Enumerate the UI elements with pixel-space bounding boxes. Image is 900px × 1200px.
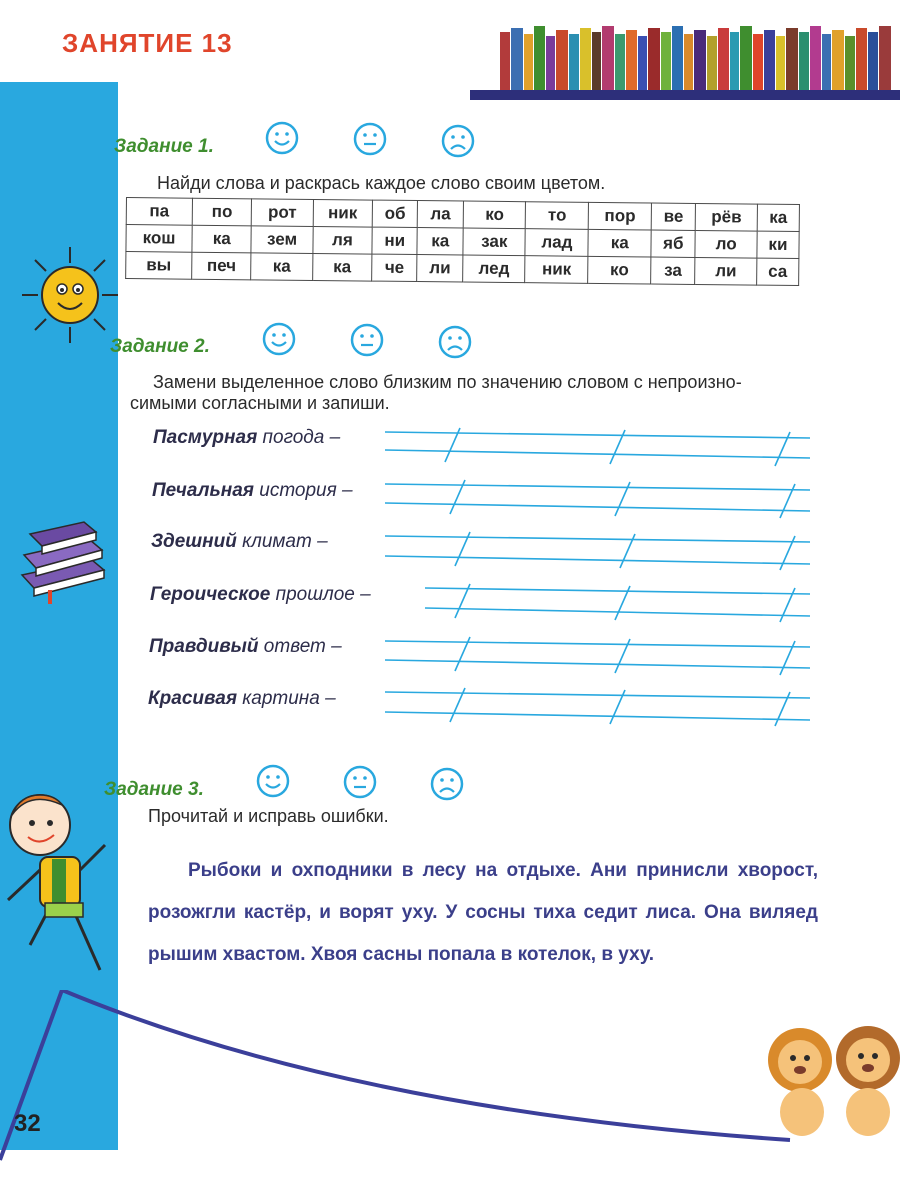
books-illustration: [12, 520, 112, 610]
syllable-cell[interactable]: ка: [417, 228, 463, 255]
task3-title: Задание 3.: [104, 779, 204, 800]
syllable-cell[interactable]: ка: [312, 253, 372, 281]
happy-face-icon[interactable]: [256, 764, 290, 798]
syllable-cell[interactable]: вы: [126, 252, 192, 280]
syllable-cell[interactable]: па: [126, 198, 192, 226]
syllable-cell[interactable]: че: [372, 254, 417, 281]
happy-face-icon[interactable]: [265, 121, 299, 155]
lesson-title: ЗАНЯТИЕ 13: [62, 28, 233, 58]
syllable-cell[interactable]: ка: [251, 253, 312, 281]
lions-illustration: [760, 1020, 900, 1140]
task1-instruction: Найди слова и раскрась каждое слово своим цветом.: [157, 173, 606, 193]
boy-illustration: [0, 785, 120, 985]
syllable-cell[interactable]: ки: [757, 231, 799, 258]
syllable-cell[interactable]: зак: [463, 228, 526, 256]
phrase-item: Правдивый ответ –: [149, 636, 342, 657]
phrase-item: Красивая картина –: [148, 688, 336, 709]
syllable-cell[interactable]: са: [757, 258, 799, 285]
syllable-cell[interactable]: лед: [463, 255, 526, 283]
syllable-cell[interactable]: лад: [525, 229, 588, 257]
syllable-cell[interactable]: ли: [695, 257, 757, 285]
task2-title: Задание 2.: [110, 336, 210, 357]
phrase-item: Пасмурная погода –: [153, 427, 341, 448]
syllable-cell[interactable]: ка: [588, 229, 651, 257]
syllable-cell[interactable]: ля: [312, 226, 372, 254]
neutral-face-icon[interactable]: [350, 323, 384, 357]
syllable-grid: [125, 197, 800, 286]
syllable-cell[interactable]: ни: [372, 227, 417, 254]
syllable-cell[interactable]: ве: [651, 203, 696, 230]
syllable-cell[interactable]: ло: [695, 230, 757, 258]
task3-instruction: Прочитай и исправь ошибки.: [148, 806, 389, 826]
syllable-cell[interactable]: печ: [192, 252, 252, 280]
syllable-cell[interactable]: ка: [757, 204, 799, 231]
phrase-item: Здешний климат –: [151, 531, 328, 552]
syllable-cell[interactable]: рёв: [696, 203, 758, 231]
neutral-face-icon[interactable]: [353, 122, 387, 156]
syllable-cell[interactable]: за: [651, 257, 696, 284]
syllable-cell[interactable]: яб: [651, 230, 696, 257]
task2-instruction-line1: Замени выделенное слово близким по значению словом с непроизно-: [153, 372, 742, 392]
answer-writing-lines[interactable]: [370, 420, 820, 740]
syllable-cell[interactable]: кош: [126, 225, 192, 253]
phrase-item: Печальная история –: [152, 480, 353, 501]
task1-title: Задание 1.: [114, 136, 214, 157]
syllable-cell[interactable]: ли: [417, 255, 463, 282]
sad-face-icon[interactable]: [441, 124, 475, 158]
syllable-cell[interactable]: ка: [192, 225, 252, 253]
syllable-cell[interactable]: ко: [463, 201, 526, 229]
grid-row: [126, 252, 799, 286]
syllable-cell[interactable]: то: [526, 202, 589, 230]
syllable-cell[interactable]: ла: [418, 201, 464, 228]
error-passage: Рыбоки и охподники в лесу на отдыхе. Ани принисли хворост, розожгли кастёр, и ворят уху. У сосны тиха седит лиса. Она виляед рышим хвастом. Хвоя сасны попала в котелок, в уху.: [148, 860, 818, 965]
phrase-item: Героическое прошлое –: [150, 584, 371, 605]
task2-instruction-line2: симыми согласными и запиши.: [130, 393, 390, 413]
sad-face-icon[interactable]: [430, 767, 464, 801]
syllable-cell[interactable]: об: [372, 200, 417, 227]
sad-face-icon[interactable]: [438, 325, 472, 359]
neutral-face-icon[interactable]: [343, 765, 377, 799]
happy-face-icon[interactable]: [262, 322, 296, 356]
syllable-cell[interactable]: по: [192, 198, 252, 226]
syllable-cell[interactable]: рот: [252, 199, 313, 227]
bookshelf-illustration: [470, 20, 900, 100]
syllable-cell[interactable]: пор: [588, 202, 651, 230]
syllable-cell[interactable]: ник: [313, 199, 373, 227]
syllable-cell[interactable]: зем: [251, 226, 312, 254]
syllable-cell[interactable]: ник: [525, 256, 588, 284]
syllable-cell[interactable]: ко: [588, 256, 651, 284]
sun-illustration: [20, 245, 120, 345]
page-number: 32: [14, 1110, 41, 1137]
